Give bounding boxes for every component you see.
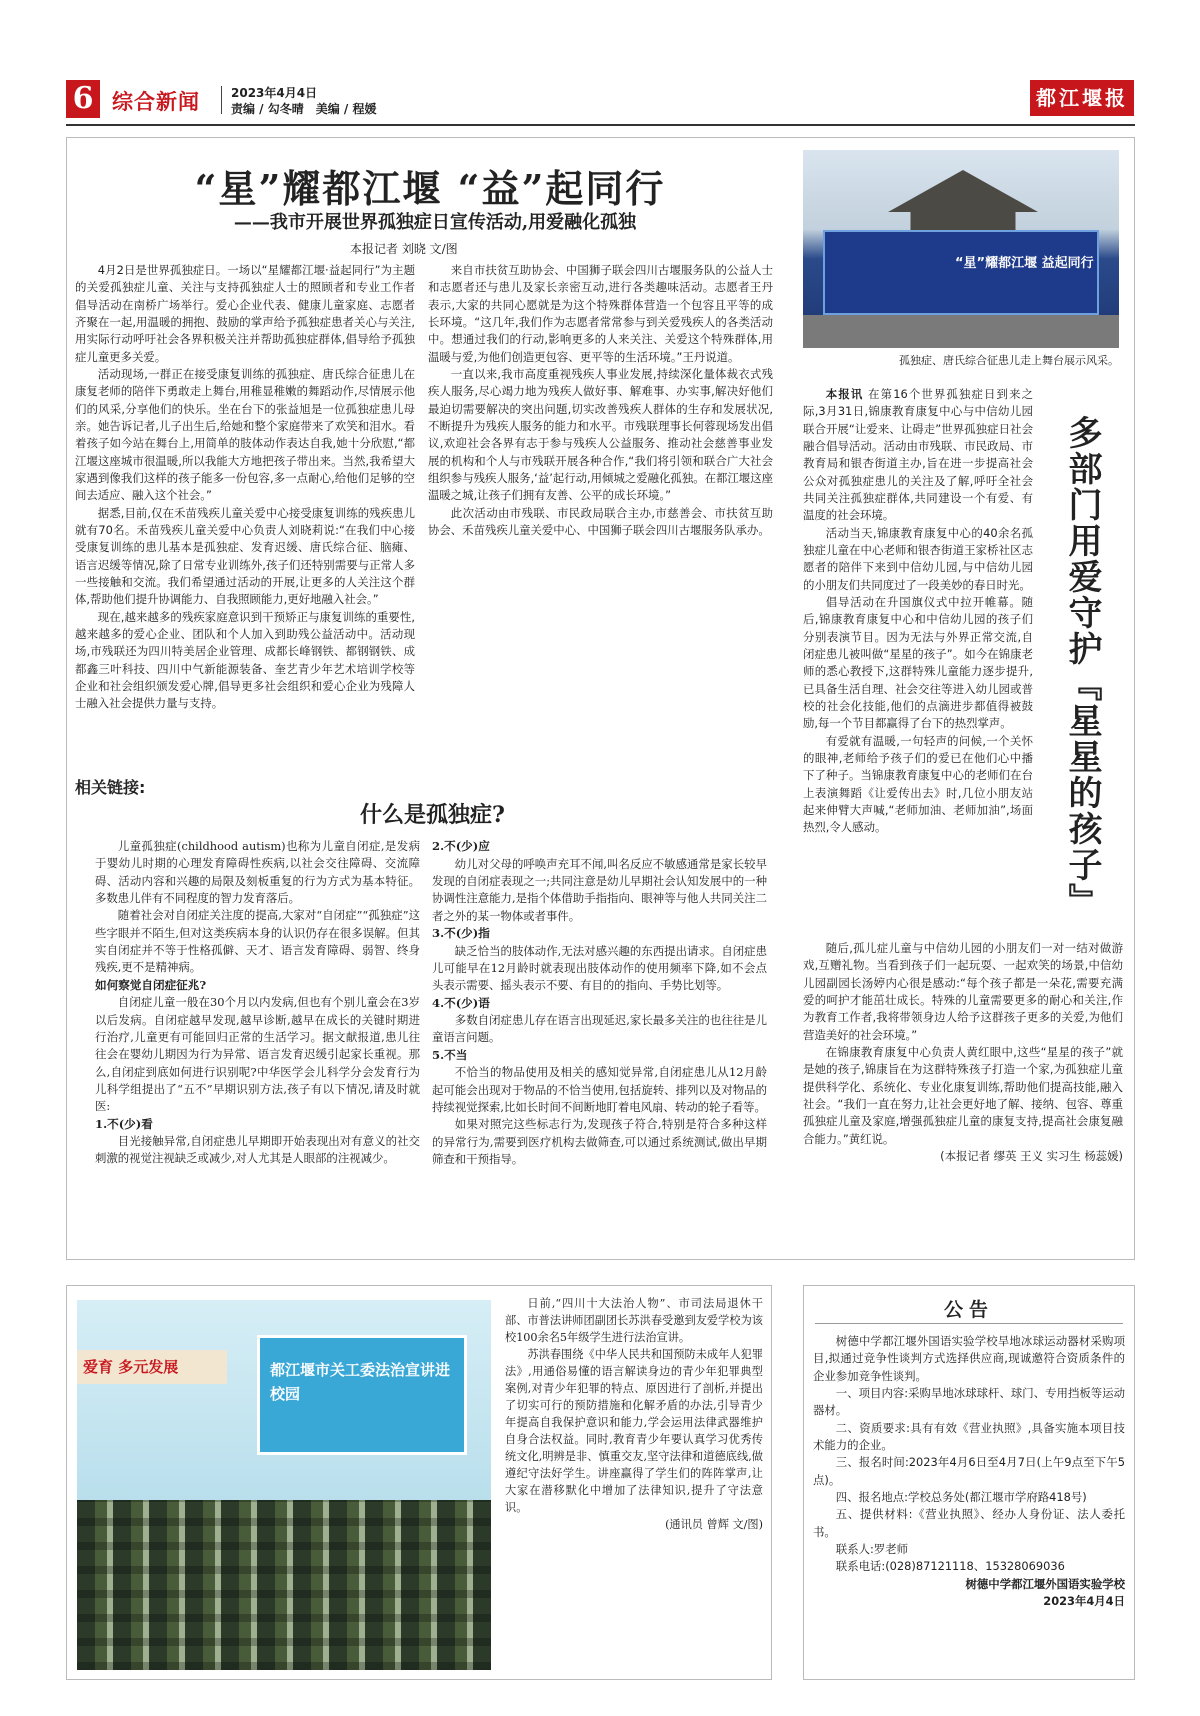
related-paragraph: 儿童孤独症(childhood autism)也称为儿童自闭症,是发病于婴幼儿时期的心理发育障碍性疾病,以社会交往障碍、交流障碍、活动内容和兴趣的局限及刻板重复的行为方式为基本特征。多数患儿伴有不同程度的智力发育落后。 [95,839,420,905]
notice-date: 2023年4月4日 [1043,1593,1125,1608]
screen-text: 都江堰市关工委法治宣讲进校园 [270,1361,451,1403]
school-byline: (通讯员 曾辉 文/图) [665,1518,763,1532]
side-article-body [803,386,1033,936]
stage-floor [803,315,1119,348]
related-subheading: 4.不(少)语 [432,995,490,1010]
related-subheading: 5.不当 [432,1047,468,1062]
main-article-col-2 [428,262,773,767]
related-paragraph: 缺乏恰当的肢体动作,无法对感兴趣的东西提出请求。自闭症患儿可能早在12月龄时就表现出肢体动作的使用频率下降,如不会点头表示需要、摇头表示不要、有目的的指向、手势比划等。 [432,943,767,993]
projector-screen [257,1335,467,1455]
body-paragraph: 日前,“四川十大法治人物”、市司法局退休干部、市普法讲师团副团长苏洪春受邀到友爱学校为该校100余名5年级学生进行法治宣讲。 [505,1297,763,1345]
pavilion-roof [888,170,1038,230]
side-byline: (本报记者 缪英 王义 实习生 杨蕊媛) [940,1148,1123,1163]
notice-title: 公告 [943,1299,994,1321]
related-subheading: 3.不(少)指 [432,925,490,940]
notice-signer: 树德中学都江堰外国语实验学校 [965,1576,1125,1591]
stage-photo [803,150,1119,348]
lead-text: 在第16个世界孤独症日到来之际,3月31日,锦康教育康复中心与中信幼儿园联合开展“让爱来、让碍走”世界孤独症日社会融合倡导活动。活动由市残联、市民政局、市教育局和银杏街道主办,旨在进一步提高社会公众对孤独症患儿的关注及了解,呼吁全社会共同关注孤独症群体,共同建设一个有爱、有温度的社会环境。 [803,387,1033,523]
side-lead-paragraph [803,386,1033,525]
photo-caption: 孤独症、唐氏综合征患儿走上舞台展示风采。 [899,354,1119,367]
related-title: 什么是孤独症? [360,802,505,828]
editors-credit: 责编 / 勾冬晴 美编 / 程媛 [231,102,377,116]
body-paragraph: 倡导活动在升国旗仪式中拉开帷幕。随后,锦康教育康复中心和中信幼儿园的孩子们分别表演节目。因为无法与外界正常交流,自闭症患儿被叫做“星星的孩子”。如今在锦康老师的悉心教授下,这群特殊儿童能力逐步提升,已具备生活自理、社会交往等进入幼儿园或普校的社会化技能,他们的点滴进步都值得被鼓励,每一个节目都赢得了台下的热烈掌声。 [803,594,1033,731]
article-byline: 本报记者 刘晓 文/图 [350,242,458,256]
article-subtitle: ——我市开展世界孤独症日宣传活动,用爱融化孤独 [233,212,637,233]
body-paragraph: 据悉,目前,仅在禾苗残疾儿童关爱中心接受康复训练的残疾患儿就有70名。禾苗残疾儿童关爱中心负责人刘晓莉说:“在我们中心接受康复训练的患儿基本是孤独症、发育迟缓、唐氏综合征、脑瘫、语言迟缓等情况,除了日常专业训练外,孩子们还特别需要与正常人多一些接触和交流。我们希望通过活动的开展,让更多的人关注这个群体,帮助他们提升协调能力、自我照顾能力,更好地融入社会。” [75,505,415,607]
body-paragraph: 来自市扶贫互助协会、中国狮子联会四川古堰服务队的公益人士和志愿者还与患儿及家长亲密互动,进行各类趣味活动。志愿者王丹表示,大家的共同心愿就是为这个特殊群体营造一个包容且平等的成长环境。“这几年,我们作为志愿者常常参与到关爱残疾人的各类活动中。想通过我们的行动,影响更多的人来关注、关爱这个特殊群体,用温暖与爱,为他们创造更包容、更平等的生活环境。”王丹说道。 [428,263,773,364]
related-paragraph: 自闭症儿童一般在30个月以内发病,但也有个别儿童会在3岁以后发病。自闭症越早发现,越早诊断,越早在成长的关键时期进行治疗,儿童更有可能回归正常的生活学习。据文献报道,患儿往往会在婴幼儿期因为行为异常、语言发育迟缓引起家长重视。那么,自闭症到底如何进行识别呢?中华医学会儿科学分会发育行为儿科学组提出了“五不”早期识别方法,孩子有以下情况,请及时就医: [95,995,420,1114]
notice-paragraph: 二、资质要求:具有有效《营业执照》,具备实施本项目技术能力的企业。 [813,1420,1125,1452]
main-article-col-1 [75,262,415,767]
students-rows [77,1500,491,1670]
lecture-photo [77,1300,491,1670]
related-subheading: 如何察觉自闭症征兆? [95,977,207,992]
notice-phone: 联系电话:(028)87121118、15328069036 [835,1559,1065,1574]
notice-paragraph: 一、项目内容:采购旱地冰球球杆、球门、专用挡板等运动器材。 [813,1385,1125,1418]
related-col-1 [95,838,420,1258]
related-paragraph: 不恰当的物品使用及相关的感知觉异常,自闭症患儿从12月龄起可能会出现对于物品的不恰当使用,包括旋转、排列以及对物品的持续视觉探索,比如长时间不间断地盯着电风扇、转动的轮子看等。 [432,1065,767,1115]
notice-paragraph: 三、报名时间:2023年4月6日至4月7日(上午9点至下午5点)。 [813,1455,1125,1487]
lead-label: 本报讯 [825,387,864,401]
related-subheading: 2.不(少)应 [432,839,490,853]
backdrop-text: “星”耀都江堰 益起同行 [955,256,1094,271]
side-article-title: 多部门用爱守护『星星的孩子』 [1062,415,1102,919]
body-paragraph: 活动当天,锦康教育康复中心的40余名孤独症儿童在中心老师和银杏街道王家桥社区志愿者的陪伴下来到中信幼儿园,与中信幼儿园的小朋友们共同度过了一段美妙的春日时光。 [803,525,1033,592]
related-paragraph: 目光接触异常,自闭症患儿早期即开始表现出对有意义的社交刺激的视觉注视缺乏或减少,对人尤其是人眼部的注视减少。 [95,1134,420,1166]
notice-paragraph: 五、提供材料:《营业执照》、经办人身份证、法人委托书。 [813,1507,1125,1539]
body-paragraph: 在锦康教育康复中心负责人黄红眼中,这些“星星的孩子”就是她的孩子,锦康旨在为这群特殊孩子打造一个家,为孤独症儿童提供科学化、系统化、专业化康复训练,帮助他们提高技能,融入社会。“我们一直在努力,让社会更好地了解、接纳、包容、尊重孤独症儿童及家庭,增强孤独症儿童的康复支持,提高社会康复融合能力。”黄红说。 [803,1044,1123,1146]
body-paragraph: 活动现场,一群正在接受康复训练的孤独症、唐氏综合征患儿在康复老师的陪伴下勇敢走上舞台,用稚显稚嫩的舞蹈动作,尽情展示他们的风采,分享他们的快乐。坐在台下的张益旭是一位孤独症患儿母亲。她告诉记者,儿子出生后,给她和整个家庭带来了欢笑和泪水。看着孩子如今站在舞台上,用简单的肢体动作表达自我,她十分欣慰,“都江堰这座城市很温暖,所以我能大方地把孩子带出来。当然,我希望大家遇到像我们这样的孩子能多一份包容,多一点耐心,给他们足够的空间去适应、融入这个社会。” [75,366,415,503]
body-paragraph: 苏洪春围绕《中华人民共和国预防未成年人犯罪法》,用通俗易懂的语言解读身边的青少年犯罪典型案例,对青少年犯罪的特点、原因进行了剖析,并提出了切实可行的预防措施和化解矛盾的办法,引导青少年提高自我保护意识和能力,学会运用法律武器维护自身合法权益。同时,教育青少年要认真学习优秀传统文化,明辨是非、慎重交友,坚守法律和道德底线,做遵纪守法好学生。讲座赢得了学生们的阵阵掌声,让大家在潜移默化中增加了法律知识,提升了守法意识。 [505,1348,763,1515]
related-paragraph: 多数自闭症患儿存在语言出现延迟,家长最多关注的也往往是儿童语言问题。 [432,1013,767,1045]
notice-body [813,1333,1125,1673]
wall-banner: 爱育 多元发展 [77,1350,227,1384]
related-col-2 [432,838,767,1258]
newspaper-logo: 都江堰报 [1030,80,1134,116]
school-article-body [505,1295,763,1673]
related-links-label: 相关链接: [75,778,146,797]
notice-divider [815,1323,1123,1324]
body-paragraph: 4月2日是世界孤独症日。一场以“星耀都江堰·益起同行”为主题的关爱孤独症儿童、关注与支持孤独症人士的照顾者和专业工作者倡导活动在南桥广场举行。爱心企业代表、健康儿童家庭、志愿者齐聚在一起,用温暖的拥抱、鼓励的掌声给予孤独症患者关心与关注,用实际行动呼吁社会各界积极关注并帮助孤独症群体,倡导给予孤独症儿童更多关爱。 [75,263,415,364]
notice-contact: 联系人:罗老师 [835,1541,908,1556]
related-paragraph: 随着社会对自闭症关注度的提高,大家对“自闭症”“孤独症”这些字眼并不陌生,但对这类疾病本身的认识仍存在很多误解。但其实自闭症并不等于性格孤僻、天才、语言发育障碍、弱智、终身残疾,更不是精神病。 [95,908,420,975]
page-number: 6 [66,80,100,118]
body-paragraph: 一直以来,我市高度重视残疾人事业发展,持续深化量体裁衣式残疾人服务,尽心竭力地为残疾人做好事、解难事、办实事,解决好他们最迫切需要解决的突出问题,切实改善残疾人群体的生存和发展状况,不断提升为残疾人服务的能力和水平。市残联理事长何蓉现场发出倡议,欢迎社会各界有志于参与残疾人公益服务、推动社会慈善事业发展的机构和个人与市残联开展各种合作,“我们将引领和联合广大社会组织参与残疾人服务,‘益’起行动,用倾城之爱融化孤独。在都江堰这座温暖之城,让孩子们拥有友善、公平的成长环境。” [428,366,773,503]
article-title: “星”耀都江堰 “益”起同行 [194,166,666,211]
body-paragraph: 随后,孤儿症儿童与中信幼儿园的小朋友们一对一结对做游戏,互赠礼物。当看到孩子们一起玩耍、一起欢笑的场景,中信幼儿园副园长汤婷内心很是感动:“每个孩子都是一朵花,需要充满爱的呵护才能茁壮成长。特殊的儿童需要更多的耐心和关注,作为教育工作者,我将带领身边人给予这群孩子更多的关爱,为他们营造美好的社会环境。” [803,941,1123,1042]
header-rule [66,124,1135,126]
issue-date: 2023年4月4日 [231,86,318,100]
body-paragraph: 有爱就有温暖,一句轻声的问候,一个关怀的眼神,老师给予孩子们的爱已在他们心中播下了种子。当锦康教育康复中心的老师们在台上表演舞蹈《让爱传出去》时,几位小朋友站起来伸臂大声喊,“老师加油、老师加油”,场面热烈,令人感动。 [803,733,1033,835]
related-subheading: 1.不(少)看 [95,1116,153,1131]
notice-paragraph: 四、报名地点:学校总务处(都江堰市学府路418号) [835,1489,1087,1504]
notice-paragraph: 树德中学都江堰外国语实验学校旱地冰球运动器材采购项目,拟通过竞争性谈判方式选择供应商,现诚邀符合资质条件的企业参加竞争性谈判。 [813,1334,1125,1383]
related-paragraph: 幼儿对父母的呼唤声充耳不闻,叫名反应不敏感通常是家长较早发现的自闭症表现之一;共同注意是幼儿早期社会认知发展中的一种协调性注意能力,是指个体借助手指指向、眼神等与他人共同关注二者之外的某一物体或者事件。 [432,856,767,923]
header-divider [221,86,222,114]
body-paragraph: 此次活动由市残联、市民政局联合主办,市慈善会、市扶贫互助协会、禾苗残疾儿童关爱中心、中国狮子联会四川古堰服务队承办。 [428,505,773,537]
stage-backdrop [823,230,1099,315]
side-article-body-wide [803,940,1123,1232]
body-paragraph: 现在,越来越多的残疾家庭意识到干预矫正与康复训练的重要性,越来越多的爱心企业、团队和个人加入到助残公益活动中。活动现场,市残联还为四川特美居企业管理、成都长峰钢铁、都钢钢铁、成都鑫三叶科技、四川中气新能源装备、奎艺青少年艺术培训学校等企业和社会组织颁发爱心牌,倡导更多社会组织和爱心企业为残障人士融入社会提供力量与支持。 [75,609,415,711]
section-title: 综合新闻 [112,90,200,114]
related-paragraph: 如果对照完这些标志行为,发现孩子符合,特别是符合多种这样的异常行为,需要到医疗机构去做筛查,可以通过系统测试,做出早期筛查和干预指导。 [432,1117,767,1167]
